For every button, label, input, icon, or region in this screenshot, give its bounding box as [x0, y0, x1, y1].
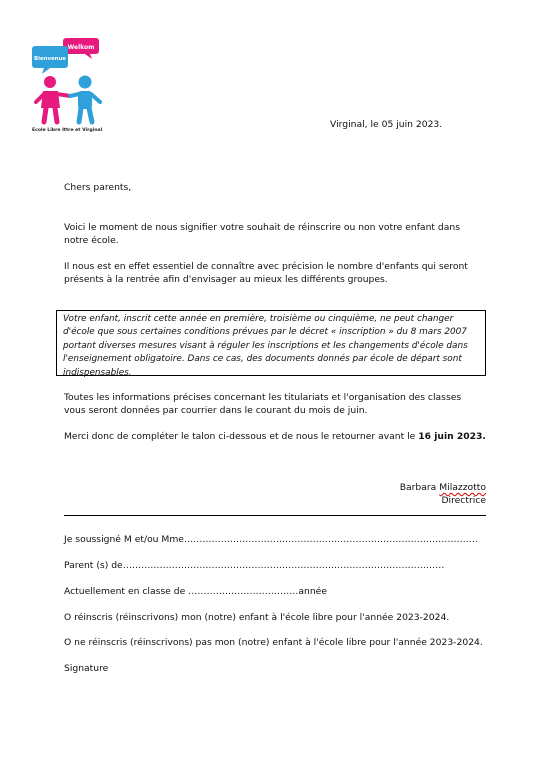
- logo-bubble-pink-text: Welkom: [67, 44, 95, 51]
- tear-off-divider: [64, 515, 486, 516]
- place-date: Virginal, le 05 juin 2023.: [330, 119, 443, 130]
- paragraph-class-information: Toutes les informations précises concernant les titulariats et l'organisation des classes vous seront données par courrier dans le courant du mois de juin.: [64, 392, 462, 417]
- signature-name: [340, 481, 486, 494]
- signature-title: Directrice: [441, 495, 486, 506]
- pink-child-figure: [36, 76, 70, 122]
- signature-last-name: Milazzotto: [439, 482, 486, 493]
- form-child-name-line[interactable]: Parent (s) de……………………………………………………………………………………………: [64, 560, 445, 571]
- form-signature-label: Signature: [64, 663, 109, 674]
- paragraph-return-deadline: [64, 430, 494, 443]
- blue-child-figure: [70, 76, 100, 123]
- form-class-line[interactable]: Actuellement en classe de ………………………………année: [64, 586, 327, 597]
- signature-first-name: Barbara: [399, 482, 437, 493]
- paragraph-group-planning: Il nous est en effet essentiel de connaître avec précision le nombre d'enfants qui seront présents à la rentrée afin d'envisager au mieux les différents groupes.: [64, 261, 468, 286]
- deadline-prefix: Merci donc de compléter le talon ci-dessous et de nous le retourner avant le: [64, 431, 416, 442]
- paragraph-reenrol-intro: Voici le moment de nous signifier votre souhait de réinscrire ou non votre enfant dans notre école.: [64, 222, 460, 247]
- notice-box: Votre enfant, inscrit cette année en première, troisième ou cinquième, ne peut changer d'école que sous certaines conditions prévues par le décret « inscription » du 8 mars 2007 portant diverses mesures visant à réguler les inscriptions et les changements d'école dans l'enseignement obligatoire. Dans ce cas, des documents donnés par école de départ sont indispensables.: [56, 310, 486, 376]
- logo-school-name: Ecole Libre Ittre et Virginal: [32, 128, 103, 133]
- school-logo: [30, 36, 110, 136]
- salutation: Chers parents,: [64, 182, 132, 193]
- logo-bubble-blue-text: Bienvenue: [34, 56, 66, 62]
- deadline-date: 16 juin 2023.: [418, 431, 486, 442]
- form-parent-name-line[interactable]: Je soussigné M et/ou Mme……………………………………………………………………………………: [64, 534, 478, 545]
- form-option-not-reenrol[interactable]: O ne réinscris (réinscrivons) pas mon (notre) enfant à l'école libre pour l'année 2023-2024.: [64, 637, 483, 648]
- form-option-reenrol[interactable]: O réinscris (réinscrivons) mon (notre) enfant à l'école libre pour l'année 2023-2024.: [64, 612, 450, 623]
